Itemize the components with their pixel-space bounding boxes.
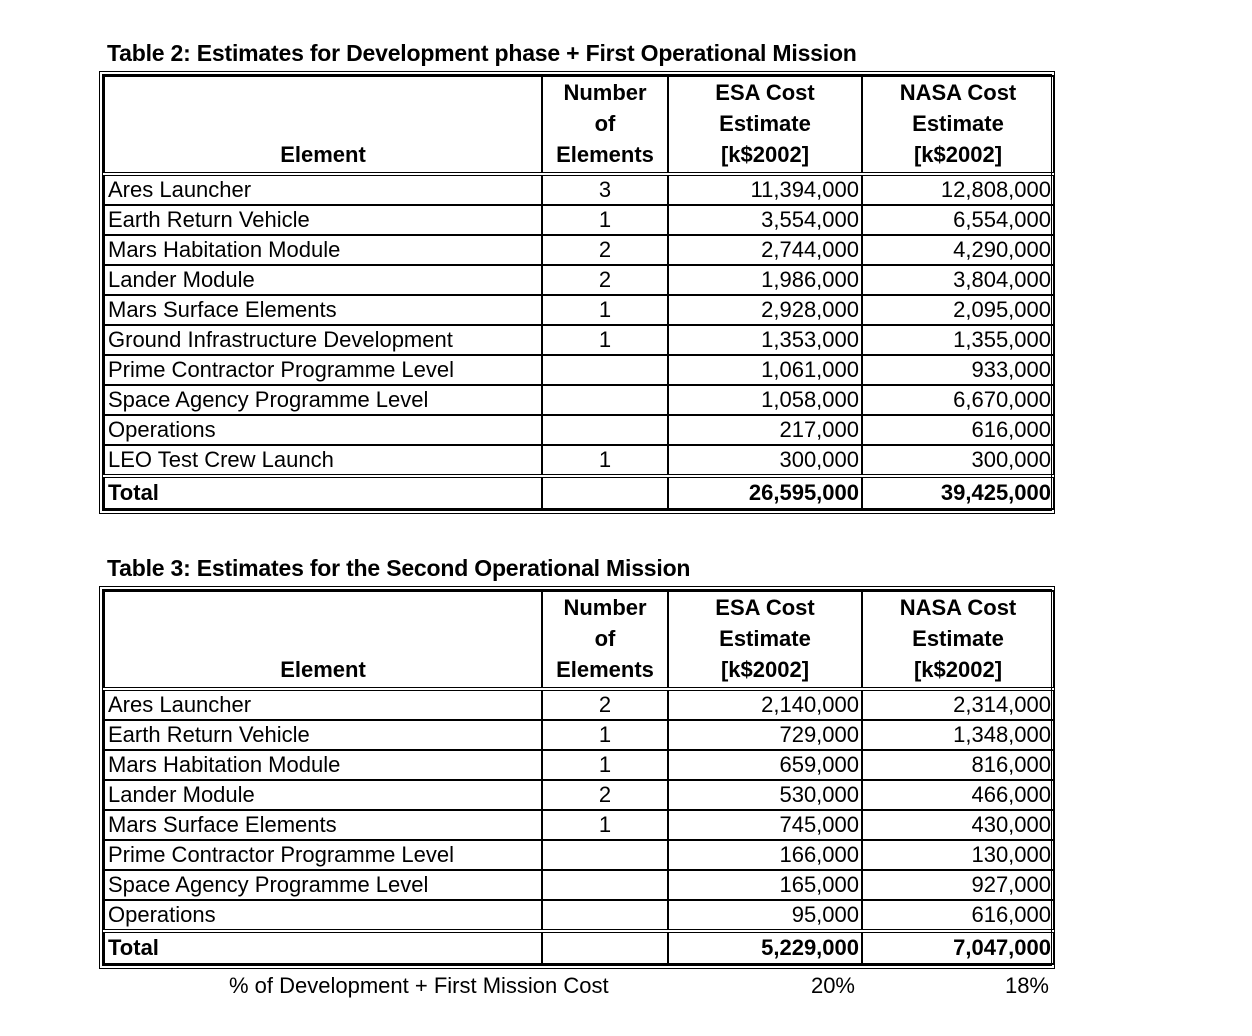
table3-header-row bbox=[104, 591, 1054, 689]
cell-element: Lander Module bbox=[104, 780, 542, 810]
cell-esa-cost: 217,000 bbox=[668, 415, 862, 445]
table3-caption: Table 3: Estimates for the Second Operational Mission bbox=[107, 555, 691, 581]
cell-number: 2 bbox=[542, 689, 668, 720]
table-row bbox=[104, 780, 1054, 810]
cell-number: 1 bbox=[542, 295, 668, 325]
cell-esa-cost: 729,000 bbox=[668, 720, 862, 750]
percent-row-label: % of Development + First Mission Cost bbox=[229, 973, 609, 998]
cell-number bbox=[542, 870, 668, 900]
cell-number: 1 bbox=[542, 720, 668, 750]
cell-total-esa: 5,229,000 bbox=[668, 931, 862, 964]
cell-nasa-cost: 300,000 bbox=[862, 445, 1054, 476]
cell-number: 2 bbox=[542, 265, 668, 295]
cell-total-label: Total bbox=[104, 476, 542, 509]
cell-nasa-cost: 2,314,000 bbox=[862, 689, 1054, 720]
cell-element: Prime Contractor Programme Level bbox=[104, 355, 542, 385]
cell-esa-cost: 2,744,000 bbox=[668, 235, 862, 265]
cell-element: Ares Launcher bbox=[104, 689, 542, 720]
percent-row-esa: 20% bbox=[810, 973, 855, 998]
table2 bbox=[99, 71, 1055, 514]
cell-element: Ground Infrastructure Development bbox=[104, 325, 542, 355]
header-element: Element bbox=[104, 591, 542, 689]
header-nasa-cost: NASA Cost Estimate [k$2002] bbox=[862, 591, 1054, 689]
table-row bbox=[104, 720, 1054, 750]
cell-esa-cost: 165,000 bbox=[668, 870, 862, 900]
cell-esa-cost: 530,000 bbox=[668, 780, 862, 810]
table-row bbox=[104, 355, 1054, 385]
cell-number bbox=[542, 355, 668, 385]
cell-nasa-cost: 6,554,000 bbox=[862, 205, 1054, 235]
cell-number: 2 bbox=[542, 780, 668, 810]
percent-of-first-mission-row bbox=[99, 973, 1055, 1003]
cell-number bbox=[542, 931, 668, 964]
table-row bbox=[104, 325, 1054, 355]
table2-total-row bbox=[104, 476, 1054, 509]
cell-nasa-cost: 933,000 bbox=[862, 355, 1054, 385]
cell-total-nasa: 7,047,000 bbox=[862, 931, 1054, 964]
cell-esa-cost: 1,986,000 bbox=[668, 265, 862, 295]
cell-total-nasa: 39,425,000 bbox=[862, 476, 1054, 509]
header-nasa-cost: NASA Cost Estimate [k$2002] bbox=[862, 76, 1054, 174]
cell-element: Operations bbox=[104, 415, 542, 445]
cell-element: Mars Habitation Module bbox=[104, 235, 542, 265]
table-row bbox=[104, 445, 1054, 476]
table-row bbox=[104, 174, 1054, 205]
cell-number: 2 bbox=[542, 235, 668, 265]
table-row bbox=[104, 205, 1054, 235]
cell-element: Space Agency Programme Level bbox=[104, 870, 542, 900]
header-number-of-elements: Number of Elements bbox=[542, 76, 668, 174]
cell-nasa-cost: 3,804,000 bbox=[862, 265, 1054, 295]
cell-esa-cost: 1,058,000 bbox=[668, 385, 862, 415]
table-row bbox=[104, 810, 1054, 840]
cell-esa-cost: 745,000 bbox=[668, 810, 862, 840]
header-esa-cost: ESA Cost Estimate [k$2002] bbox=[668, 591, 862, 689]
table-row bbox=[104, 750, 1054, 780]
cell-nasa-cost: 1,348,000 bbox=[862, 720, 1054, 750]
cell-element: Earth Return Vehicle bbox=[104, 205, 542, 235]
cell-nasa-cost: 927,000 bbox=[862, 870, 1054, 900]
header-esa-cost: ESA Cost Estimate [k$2002] bbox=[668, 76, 862, 174]
table-row bbox=[104, 265, 1054, 295]
cell-number: 1 bbox=[542, 750, 668, 780]
cell-number: 1 bbox=[542, 205, 668, 235]
cell-esa-cost: 95,000 bbox=[668, 900, 862, 931]
cell-number bbox=[542, 415, 668, 445]
cell-nasa-cost: 12,808,000 bbox=[862, 174, 1054, 205]
cell-number bbox=[542, 476, 668, 509]
cell-total-esa: 26,595,000 bbox=[668, 476, 862, 509]
cell-element: Space Agency Programme Level bbox=[104, 385, 542, 415]
cell-element: Lander Module bbox=[104, 265, 542, 295]
cell-total-label: Total bbox=[104, 931, 542, 964]
cell-element: Mars Surface Elements bbox=[104, 810, 542, 840]
cell-nasa-cost: 430,000 bbox=[862, 810, 1054, 840]
cell-esa-cost: 166,000 bbox=[668, 840, 862, 870]
table-row bbox=[104, 689, 1054, 720]
cell-element: LEO Test Crew Launch bbox=[104, 445, 542, 476]
cell-nasa-cost: 4,290,000 bbox=[862, 235, 1054, 265]
cell-nasa-cost: 130,000 bbox=[862, 840, 1054, 870]
cell-esa-cost: 3,554,000 bbox=[668, 205, 862, 235]
cell-element: Ares Launcher bbox=[104, 174, 542, 205]
cell-esa-cost: 2,140,000 bbox=[668, 689, 862, 720]
cell-number bbox=[542, 900, 668, 931]
cell-esa-cost: 1,353,000 bbox=[668, 325, 862, 355]
cell-number: 1 bbox=[542, 445, 668, 476]
cell-number bbox=[542, 840, 668, 870]
cell-element: Mars Habitation Module bbox=[104, 750, 542, 780]
cell-nasa-cost: 616,000 bbox=[862, 900, 1054, 931]
cell-element: Mars Surface Elements bbox=[104, 295, 542, 325]
table-row bbox=[104, 870, 1054, 900]
table-row bbox=[104, 235, 1054, 265]
table2-caption: Table 2: Estimates for Development phase + First Operational Mission bbox=[107, 40, 857, 66]
cell-element: Operations bbox=[104, 900, 542, 931]
header-element: Element bbox=[104, 76, 542, 174]
table3-total-row bbox=[104, 931, 1054, 964]
cell-number bbox=[542, 385, 668, 415]
table2-header-row bbox=[104, 76, 1054, 174]
cell-nasa-cost: 6,670,000 bbox=[862, 385, 1054, 415]
cell-esa-cost: 2,928,000 bbox=[668, 295, 862, 325]
cell-number: 1 bbox=[542, 325, 668, 355]
cell-number: 3 bbox=[542, 174, 668, 205]
cell-nasa-cost: 466,000 bbox=[862, 780, 1054, 810]
cell-element: Earth Return Vehicle bbox=[104, 720, 542, 750]
table3 bbox=[99, 586, 1055, 969]
table-row bbox=[104, 415, 1054, 445]
header-number-of-elements: Number of Elements bbox=[542, 591, 668, 689]
cell-esa-cost: 659,000 bbox=[668, 750, 862, 780]
percent-row-nasa: 18% bbox=[1004, 973, 1049, 998]
cell-esa-cost: 300,000 bbox=[668, 445, 862, 476]
cell-element: Prime Contractor Programme Level bbox=[104, 840, 542, 870]
table-row bbox=[104, 900, 1054, 931]
table-row bbox=[104, 295, 1054, 325]
cell-esa-cost: 11,394,000 bbox=[668, 174, 862, 205]
cell-nasa-cost: 616,000 bbox=[862, 415, 1054, 445]
cell-nasa-cost: 1,355,000 bbox=[862, 325, 1054, 355]
cell-nasa-cost: 816,000 bbox=[862, 750, 1054, 780]
cell-number: 1 bbox=[542, 810, 668, 840]
table-row bbox=[104, 840, 1054, 870]
table-row bbox=[104, 385, 1054, 415]
cell-nasa-cost: 2,095,000 bbox=[862, 295, 1054, 325]
cell-esa-cost: 1,061,000 bbox=[668, 355, 862, 385]
